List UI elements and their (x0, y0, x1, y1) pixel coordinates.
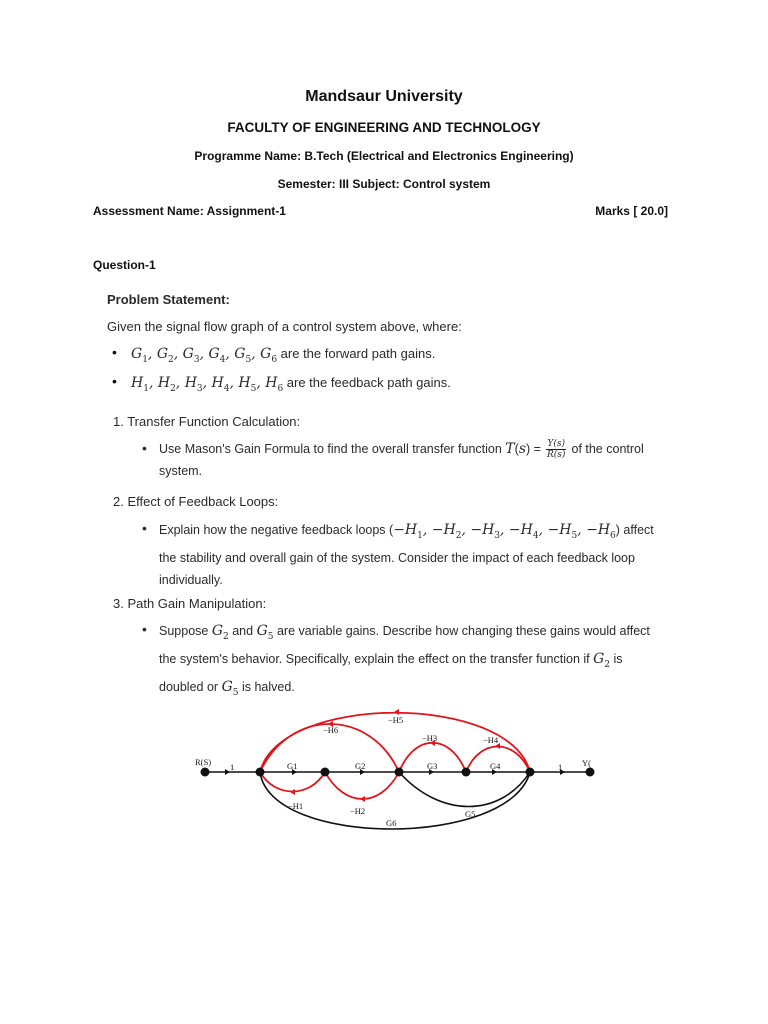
bullet-dot: • (112, 344, 117, 360)
node-1 (256, 768, 265, 777)
item2-text: Explain how the negative feedback loops ($-H_1$, $-H_2$, $-H_3$, $-H_4$, $-H_5$, $-H_6$) affect the stability and overall gain of the system. Consider the impact of each feedback loop individually. (159, 522, 654, 587)
h4-label: −H4 (483, 735, 499, 745)
university-title: Mandsaur University (305, 88, 463, 105)
item3-heading: 3. Path Gain Manipulation: (113, 596, 267, 611)
signal-flow-graph (190, 698, 600, 848)
h1-label: −H1 (288, 801, 304, 811)
h1-loop (260, 772, 325, 792)
h2-loop (325, 772, 399, 799)
item1-heading: 1. Transfer Function Calculation: (113, 414, 301, 429)
node-input (201, 768, 210, 777)
output-gain-label: 1 (558, 762, 563, 772)
g1-label: G1 (287, 761, 298, 771)
node-4 (462, 768, 471, 777)
item2-heading: 2. Effect of Feedback Loops: (113, 494, 279, 509)
problem-intro: Given the signal flow graph of a control system above, where: (107, 319, 462, 334)
h5-label: −H5 (388, 715, 404, 725)
item1-text: Use Mason's Gain Formula to find the overall transfer function T(s) = $\frac{Y(s)}{R(s)}$ of the control system. (159, 439, 644, 479)
bullet-dot: • (142, 440, 147, 456)
bullet-dot: • (142, 520, 147, 536)
arrow-head (290, 789, 295, 795)
assessment-name: Assessment Name: Assignment-1 (93, 204, 286, 218)
input-gain-label: 1 (230, 762, 235, 772)
item3-text: Suppose $G_2$ and $G_5$ are variable gains. Describe how changing these gains would affect the system's behavior. Specifically, explain the effect on the transfer function if $G_2$ is doubled or $G_5$ is halved. (159, 623, 650, 698)
faculty-title: FACULTY OF ENGINEERING AND TECHNOLOGY (227, 120, 541, 135)
forward-gains-bullet: $G_1$, $G_2$, $G_3$, $G_4$, $G_5$, $G_6$ are the forward path gains. (131, 346, 436, 365)
g6-label: G6 (386, 818, 397, 828)
question-label: Question-1 (93, 258, 156, 272)
node-3 (395, 768, 404, 777)
g5-label: G5 (465, 809, 476, 819)
g3-label: G3 (427, 761, 438, 771)
arrow-head (360, 796, 365, 802)
h2-label: −H2 (350, 806, 366, 816)
g5-path (399, 772, 530, 807)
g2-label: G2 (355, 761, 366, 771)
semester-subject: Semester: III Subject: Control system (277, 177, 491, 191)
input-label: R(S) (195, 757, 212, 767)
bullet-dot: • (142, 621, 147, 637)
marks-label: Marks [ 20.0] (595, 204, 668, 218)
node-output (586, 768, 595, 777)
problem-heading: Problem Statement: (107, 292, 230, 307)
h6-label: −H6 (323, 725, 339, 735)
node-5 (526, 768, 535, 777)
output-label: Y( (582, 758, 591, 768)
bullet-dot: • (112, 373, 117, 389)
node-2 (321, 768, 330, 777)
programme-name: Programme Name: B.Tech (Electrical and Electronics Engineering) (194, 149, 574, 163)
g4-label: G4 (490, 761, 501, 771)
h3-label: −H3 (422, 733, 438, 743)
feedback-gains-bullet: $H_1$, $H_2$, $H_3$, $H_4$, $H_5$, $H_6$ are the feedback path gains. (131, 375, 451, 394)
